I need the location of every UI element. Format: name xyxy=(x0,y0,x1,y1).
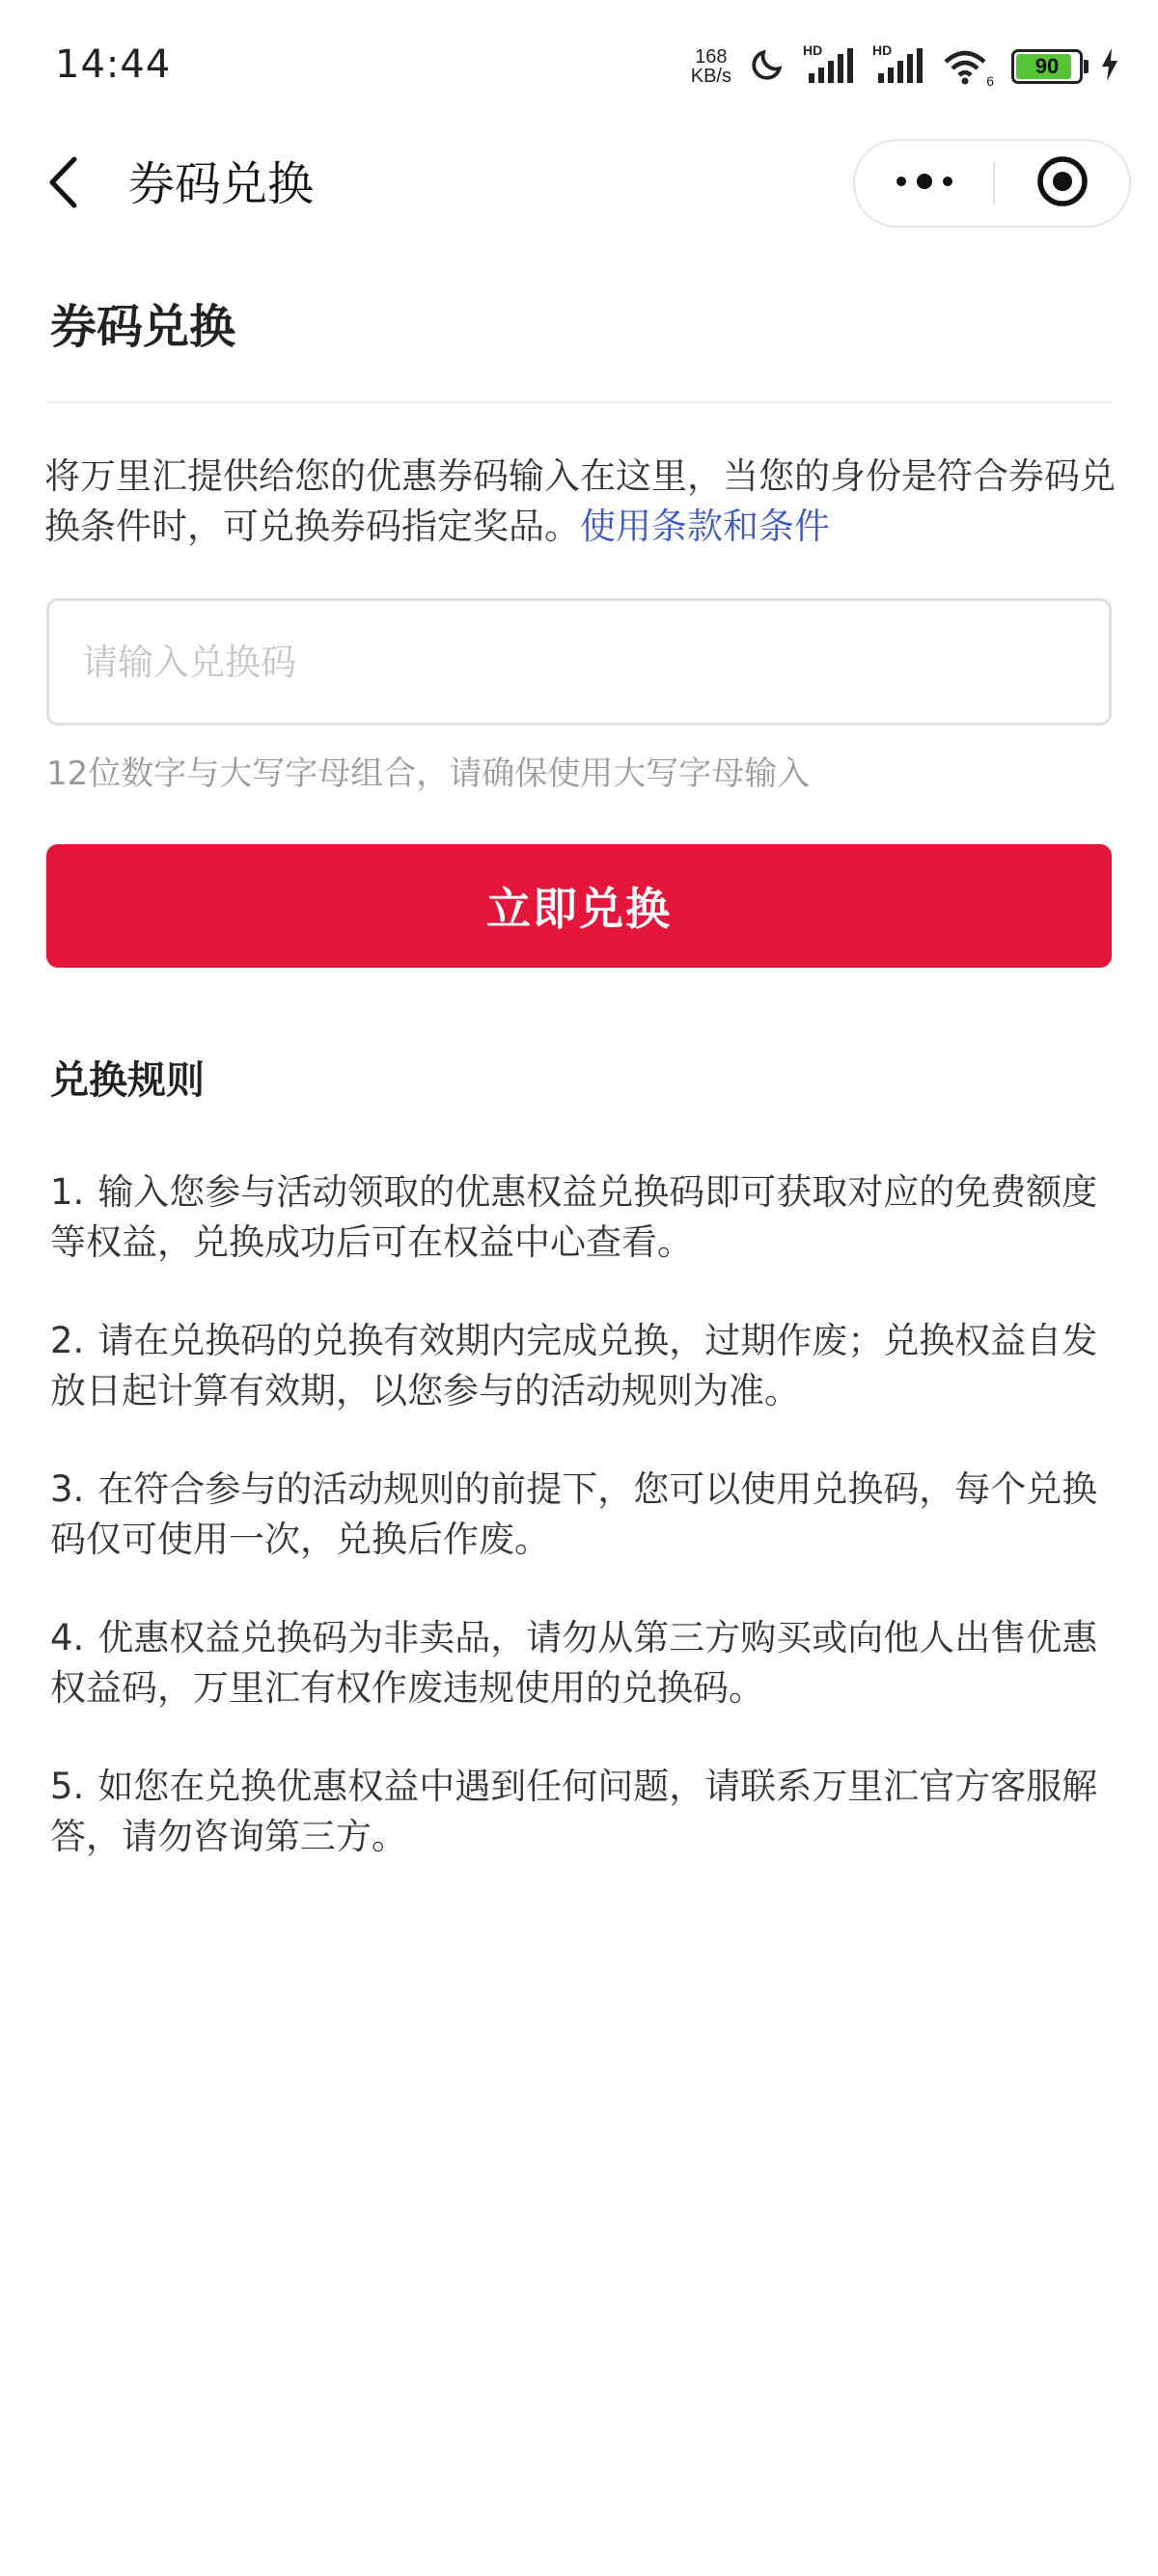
signal-icon xyxy=(803,42,855,85)
signal-icon xyxy=(872,42,924,85)
chevron-left-icon xyxy=(47,156,78,212)
status-bar xyxy=(0,0,1158,131)
more-button[interactable] xyxy=(855,141,993,226)
wifi-icon xyxy=(942,48,994,89)
redeem-code-input[interactable] xyxy=(46,598,1112,726)
net-speed-value: 168 xyxy=(695,46,728,68)
rule-item xyxy=(50,1762,1121,1862)
wifi-label: 6 xyxy=(986,73,994,89)
rule-number: 5. xyxy=(50,1766,85,1807)
redeem-button[interactable]: 立即兑换 xyxy=(46,844,1112,968)
signal-label: HD xyxy=(803,42,823,58)
rules-title: 兑换规则 xyxy=(50,1058,205,1103)
rule-number: 4. xyxy=(50,1617,85,1658)
mini-program-capsule xyxy=(853,139,1131,228)
rule-item xyxy=(50,1316,1121,1416)
rule-item xyxy=(50,1613,1121,1713)
rule-text: 优惠权益兑换码为非卖品，请勿从第三方购买或向他人出售优惠权益码，万里汇有权作废违规使用的兑换码。 xyxy=(50,1617,1098,1709)
input-hint: 12位数字与大写字母组合，请确保使用大写字母输入 xyxy=(46,754,811,793)
nav-title: 券码兑换 xyxy=(128,157,315,211)
battery-level: 90 xyxy=(1034,54,1060,78)
battery-icon xyxy=(1011,49,1083,84)
divider xyxy=(46,401,1112,403)
close-button[interactable] xyxy=(995,141,1129,226)
nav-bar xyxy=(0,131,1158,237)
rule-number: 1. xyxy=(50,1171,85,1213)
rule-item xyxy=(50,1167,1121,1268)
battery-nub xyxy=(1084,60,1089,73)
rule-text: 如您在兑换优惠权益中遇到任何问题，请联系万里汇官方客服解答，请勿咨询第三方。 xyxy=(50,1766,1098,1857)
rules-list xyxy=(50,1167,1121,1910)
back-button[interactable] xyxy=(39,151,87,218)
rule-number: 2. xyxy=(50,1320,85,1361)
target-circle-icon xyxy=(1035,154,1089,212)
moon-icon xyxy=(749,46,786,87)
net-speed-unit: KB/s xyxy=(690,66,731,87)
terms-link[interactable]: 使用条款和条件 xyxy=(580,506,830,547)
page-heading: 券码兑换 xyxy=(50,300,236,354)
status-icons xyxy=(691,42,1119,91)
intro-text xyxy=(44,452,1116,552)
rule-text: 请在兑换码的兑换有效期内完成兑换，过期作废；兑换权益自发放日起计算有效期，以您参与的活动规则为准。 xyxy=(50,1320,1098,1411)
net-speed xyxy=(691,47,731,86)
rule-text: 输入您参与活动领取的优惠权益兑换码即可获取对应的免费额度等权益，兑换成功后可在权益中心查看。 xyxy=(50,1171,1098,1263)
rule-text: 在符合参与的活动规则的前提下，您可以使用兑换码，每个兑换码仅可使用一次，兑换后作废。 xyxy=(50,1468,1098,1560)
intro-text-body: 将万里汇提供给您的优惠券码输入在这里，当您的身份是符合券码兑换条件时，可兑换券码指定奖品。 xyxy=(44,455,1116,547)
status-time: 14:44 xyxy=(55,42,172,87)
rule-item xyxy=(50,1465,1121,1565)
more-dots-icon xyxy=(894,172,955,195)
signal-label: HD xyxy=(872,42,893,58)
charging-icon xyxy=(1100,48,1119,85)
rule-number: 3. xyxy=(50,1468,85,1510)
